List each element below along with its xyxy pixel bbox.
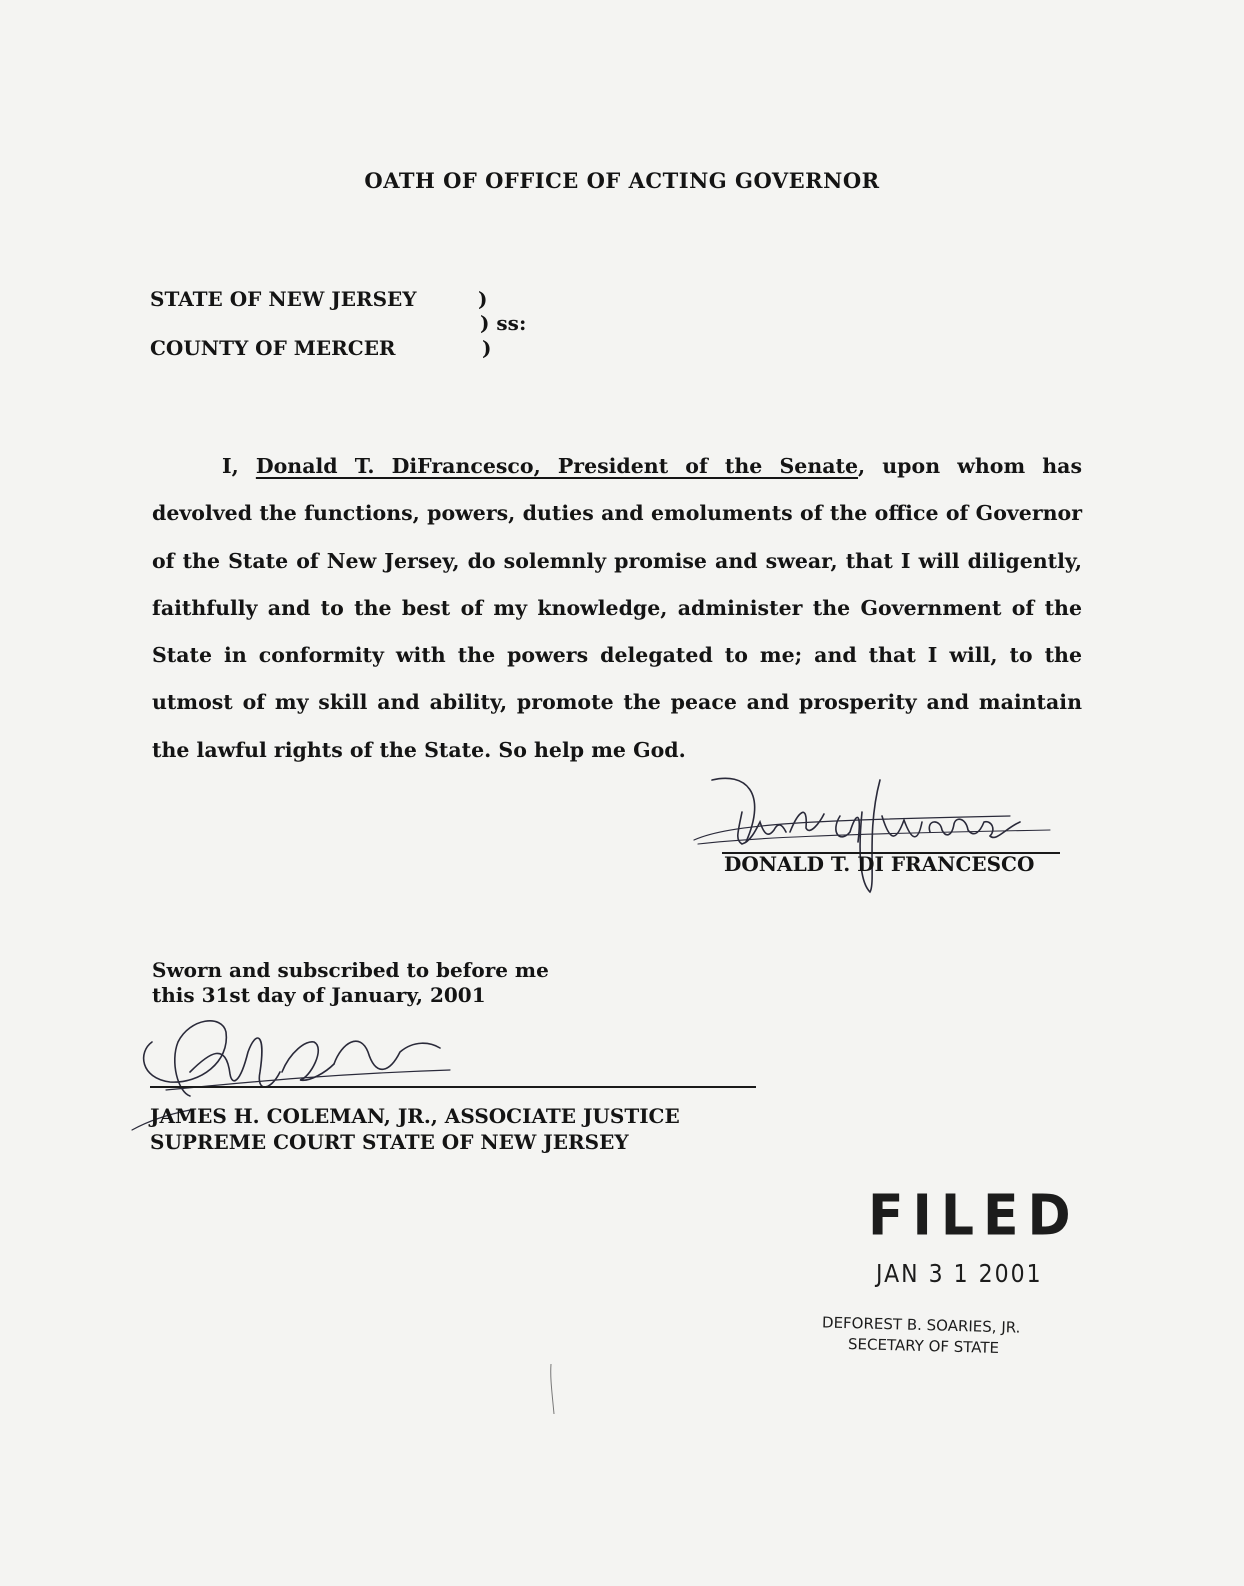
oath-name-title: Donald T. DiFrancesco, President of the Senate	[255, 454, 859, 478]
officer-line-2: SUPREME COURT STATE OF NEW JERSEY	[150, 1130, 629, 1154]
oath-prefix: I,	[222, 454, 239, 478]
affiant-signature	[690, 772, 1070, 912]
venue-state: STATE OF NEW JERSEY	[150, 287, 417, 311]
filed-stamp-office: SECETARY OF STATE	[847, 1335, 1000, 1357]
paper-mark	[548, 1362, 558, 1418]
officer-signature-line	[150, 1086, 756, 1088]
jurat	[152, 958, 549, 1008]
oath-paragraph	[152, 443, 1082, 774]
document-title: OATH OF OFFICE OF ACTING GOVERNOR	[364, 168, 880, 193]
oath-body: , upon whom has devolved the functions, powers, duties and emoluments of the office of Governor of the State of New Jersey, do solemnly promise and swear, that I will diligently, faithfully and to the best of my knowledge, administer the Government of the State in conformity with the powers delegated to me; and that I will, to the utmost of my skill and ability, promote the peace and prosperity and maintain the lawful rights of the State. So help me God.	[152, 454, 1082, 762]
venue-paren-top: )	[478, 287, 488, 311]
venue-paren-bottom: )	[482, 336, 492, 360]
officer-line-1: JAMES H. COLEMAN, JR., ASSOCIATE JUSTICE	[150, 1104, 680, 1128]
filed-stamp-official: DEFOREST B. SOARIES, JR.	[821, 1313, 1021, 1337]
venue-paren-ss: ) ss:	[480, 311, 527, 335]
affiant-name: DONALD T. DI FRANCESCO	[724, 852, 1035, 876]
jurat-line-2: this 31st day of January, 2001	[152, 983, 486, 1007]
venue-county: COUNTY OF MERCER	[150, 336, 396, 360]
officer-block	[150, 1103, 680, 1155]
filed-stamp-label: FILED	[868, 1183, 1080, 1249]
filed-stamp-date: JAN 3 1 2001	[876, 1260, 1043, 1289]
jurat-line-1: Sworn and subscribed to before me	[152, 958, 549, 982]
